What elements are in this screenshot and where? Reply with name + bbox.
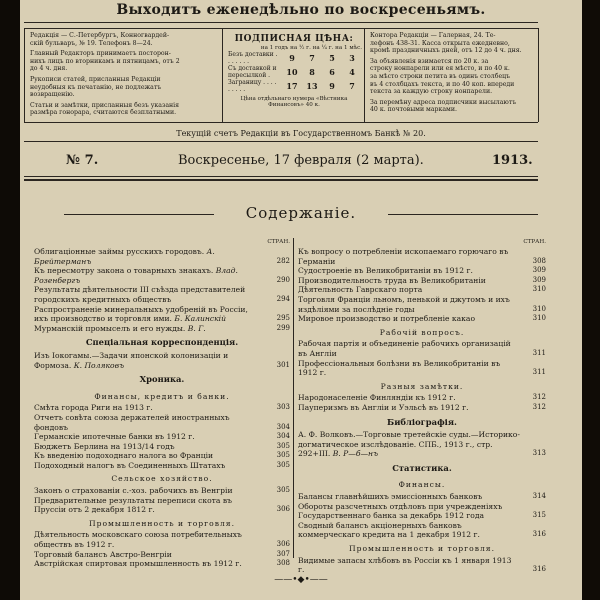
toc-entry-page: 305 xyxy=(276,460,290,469)
toc-entry-text: Предварительные результаты переписи скота въ Пруссіи отъ 2 декабря 1812 г. xyxy=(34,495,232,515)
toc-entry xyxy=(34,247,290,266)
toc-entry-page: 310 xyxy=(532,304,546,313)
toc-entry-text: Къ введенію подоходнаго налога во Франціи xyxy=(34,451,214,461)
toc-entry-page: 311 xyxy=(532,368,546,377)
page-label: СТРАН. xyxy=(523,239,546,245)
toc-entry-text: Законъ о страхованіи с.-хоз. рабочихъ въ Венгріи xyxy=(34,486,233,496)
info-line: возвращенію. xyxy=(30,91,75,99)
price-row xyxy=(226,65,362,79)
toc-entry-text: Рабочая партія и объединеніе рабочихъ организацій въ Англіи xyxy=(298,339,511,358)
section-statistics: Статистика. xyxy=(392,462,452,473)
toc-entry-page: 307 xyxy=(276,549,290,558)
section-bibliography: Библіографія. xyxy=(387,416,457,427)
toc-entry-text: Народонаселеніе Финляндіи къ 1912 г. xyxy=(298,393,456,403)
toc-entry xyxy=(34,432,290,442)
toc-entry xyxy=(298,339,546,358)
toc-entry-page: 308 xyxy=(276,559,290,568)
toc-entry-page: 316 xyxy=(532,565,546,574)
price-row xyxy=(226,79,362,93)
toc-entry-text: Къ пересмотру закона о товарныхъ знакахъ. xyxy=(34,266,214,276)
info-line: нихъ лицъ по вторникамъ и пятницамъ, отъ 2 xyxy=(30,57,180,65)
toc-entry-page: 295 xyxy=(276,314,290,323)
info-line: текста за каждую строку нонпарели. xyxy=(370,88,493,96)
frequency-header: Выходитъ еженедѣльно по воскресеньямъ. xyxy=(116,2,486,18)
binding-spine xyxy=(0,0,20,600)
toc-entry-page: 311 xyxy=(532,348,546,357)
info-line: Главный Редакторъ принимаетъ посторон- xyxy=(30,50,171,58)
toc-entry xyxy=(34,451,290,461)
toc-entry-text: Видимые запасы хлѣбовъ въ Россіи къ 1 января 1913 г. xyxy=(298,555,512,575)
toc-entry-text: Пауперизмъ въ Англіи и Уэльсѣ въ 1912 г. xyxy=(298,402,469,412)
single-issue-price: Цѣна отдѣльнаго нумера «Вѣстника Финансовъ» 40 к. xyxy=(240,96,348,108)
toc-entry-text: Отчетъ совѣта союза держателей иностранныхъ фондовъ xyxy=(34,412,230,432)
account-rule xyxy=(24,141,538,142)
toc-entry xyxy=(298,502,546,521)
price-value: 7 xyxy=(349,81,355,91)
toc-entry-page: 315 xyxy=(532,511,546,520)
info-line: кромѣ праздничныхъ дней, отъ 12 до 4 ч. дня. xyxy=(370,47,522,55)
toc-entry xyxy=(34,559,290,569)
toc-entry-text: Изъ Іокогамы.—Задачи японской колонизаціи и Формоза. xyxy=(34,350,229,370)
info-line: строку нонпарели или ея мѣсто, и по 40 к. xyxy=(370,65,510,73)
toc-entry-page: 301 xyxy=(276,360,290,369)
toc-entry xyxy=(298,276,546,286)
toc-entry xyxy=(298,359,546,378)
price-row xyxy=(226,51,362,65)
toc-entry-page: 316 xyxy=(532,530,546,539)
info-line: размѣра гонорара, считаются безплатными. xyxy=(30,109,177,117)
subsection-stat-industry: Промышленность и торговля. xyxy=(348,544,496,554)
issue-rule-2 xyxy=(24,179,538,181)
toc-entry xyxy=(34,285,290,304)
toc-entry-page: 299 xyxy=(276,323,290,332)
toc-entry-page: 305 xyxy=(276,451,290,460)
box-divider-1 xyxy=(222,28,223,122)
price-value: 3 xyxy=(349,53,355,63)
toc-entry-text: Подоходный налогъ въ Соединенныхъ Штатахъ xyxy=(34,460,226,470)
toc-entry-text: Бюджетъ Берлина на 1913/14 годъ xyxy=(34,441,175,451)
price-value: 10 xyxy=(286,67,298,77)
box-bottom-rule xyxy=(24,122,538,123)
info-line: неудобныя къ печатанію, не подлежатъ xyxy=(30,83,162,91)
price-value: 5 xyxy=(329,53,335,63)
toc-entry-author: В. Р—б—нъ xyxy=(332,449,379,459)
toc-entry-text: Мировое производство и потребленіе какао xyxy=(298,314,476,324)
toc-entry-text: Профессіональныя болѣзни въ Великобританіи въ 1912 г. xyxy=(298,358,501,378)
toc-entry xyxy=(298,430,546,459)
info-line: За объявленія взимается по 20 к. за xyxy=(370,57,489,65)
price-value: 9 xyxy=(289,53,295,63)
toc-entry-page: 304 xyxy=(276,432,290,441)
toc-entry-text: Къ вопросу о потребленіи ископаемаго горючаго въ Германіи xyxy=(298,247,509,266)
toc-entry xyxy=(34,413,290,432)
toc-entry-author: Б. Калинскій xyxy=(174,314,227,324)
editorial-info xyxy=(30,32,218,117)
section-chronicle: Хроника. xyxy=(139,374,185,385)
subsection-industry: Промышленность и торговля. xyxy=(88,518,236,528)
toc-entry xyxy=(34,442,290,452)
section-special: Спеціальная корреспонденція. xyxy=(85,337,239,348)
toc-entry-page: 308 xyxy=(532,256,546,265)
toc-entry xyxy=(34,496,290,515)
toc-entry xyxy=(34,486,290,496)
toc-entry xyxy=(298,314,546,324)
price-row-label: Безъ доставки . . . . . . . xyxy=(228,51,278,65)
toc-entry-text: Германскіе ипотечные банки въ 1912 г. xyxy=(34,432,195,442)
toc-entry xyxy=(34,266,290,285)
toc-entry-text: А. Ф. Волковъ.—Торговые третейскіе суды.—Историко-догматическое изслѣдованіе. СПБ., 1913 г., стр. 292+III. xyxy=(298,430,520,459)
toc-entry-text: Облигаціонные займы русскихъ городовъ. xyxy=(34,247,205,256)
toc-left-column xyxy=(34,238,290,569)
toc-entry-page: 310 xyxy=(532,314,546,323)
toc-entry-text: Торговля Франціи льномъ, пенькой и джутомъ и ихъ издѣліями за послѣдніе годы xyxy=(298,294,510,314)
subsection-labor: Рабочій вопросъ. xyxy=(379,327,465,337)
toc-entry-page: 294 xyxy=(276,294,290,303)
price-value: 8 xyxy=(309,67,315,77)
toc-entry-page: 306 xyxy=(276,540,290,549)
toc-entry-text: Сводный балансъ акціонерныхъ банковъ коммерческаго кредита на 1 декабря 1912 г. xyxy=(298,520,480,540)
page-edge xyxy=(582,0,600,600)
info-line: за мѣсто строки петита въ одинъ столбецъ xyxy=(370,72,511,80)
price-value: 13 xyxy=(306,81,318,91)
info-line: лефонъ 438-31. Касса открыта ежедневно, xyxy=(370,39,510,47)
price-row-label: Съ доставкой и пересылкой . xyxy=(228,65,277,79)
issue-number: № 7. xyxy=(66,153,99,168)
info-line: Контора Редакціи — Галерная, 24. Те- xyxy=(370,32,496,39)
toc-entry-page: 306 xyxy=(276,505,290,514)
toc-column-divider xyxy=(293,238,294,558)
toc-entry xyxy=(298,295,546,314)
toc-entry xyxy=(298,266,546,276)
toc-entry xyxy=(34,324,290,334)
box-top-rule xyxy=(24,28,538,29)
toc-entry-text: Австрійская спиртовая промышленность въ 1912 г. xyxy=(34,559,242,569)
toc-entry-text: Торговый балансъ Австро-Венгріи xyxy=(34,549,172,559)
toc-entry-page: 305 xyxy=(276,441,290,450)
info-line: Статьи и замѣтки, присланныя безъ указанія xyxy=(30,101,180,109)
box-right-rule xyxy=(538,28,539,122)
info-line: За перемѣну адреса подписчики высылаютъ xyxy=(370,98,517,106)
toc-entry-author: Влад. Розенбергъ xyxy=(34,266,238,285)
toc-entry-page: 310 xyxy=(532,285,546,294)
price-row-label: Заграницу . . . . . . . . . xyxy=(228,79,277,93)
info-line: 40 к. почтовыми марками. xyxy=(370,106,457,114)
toc-entry-text: Распространеніе минеральныхъ удобреній въ Россіи, ихъ производство и торговля ими. xyxy=(34,304,248,324)
price-value: 7 xyxy=(309,53,315,63)
subsection-misc: Разныя замѣтки. xyxy=(380,381,464,391)
toc-entry-page: 282 xyxy=(276,256,290,265)
info-line: Редакція — С.-Петербургъ, Конногвардей- xyxy=(30,32,170,39)
issue-rule-1 xyxy=(24,176,538,177)
toc-entry xyxy=(34,461,290,471)
toc-entry xyxy=(298,393,546,403)
office-info xyxy=(370,32,534,114)
footer-ornament: ——•◆•—— xyxy=(274,575,328,585)
toc-entry-author: В. Г. xyxy=(187,323,206,333)
toc-entry xyxy=(298,285,546,295)
info-line: скій бульваръ, № 19. Телефонъ 8—24. xyxy=(30,39,153,47)
toc-entry-text: Дѣятельность московскаго союза потребительныхъ обществъ въ 1912 г. xyxy=(34,530,242,550)
toc-entry-text: Судостроеніе въ Великобританіи въ 1912 г. xyxy=(298,266,473,276)
toc-entry-page: 309 xyxy=(532,275,546,284)
header-rule xyxy=(24,22,538,23)
info-line: до 4 ч. дня. xyxy=(30,65,68,73)
toc-entry xyxy=(34,403,290,413)
prices-column-header: на 1 годъ на ½ г. на ¼ г. на 1 мѣс. xyxy=(260,45,362,51)
subsection-stat-finance: Финансы. xyxy=(398,480,446,490)
toc-entry-page: 305 xyxy=(276,486,290,495)
prices-title: ПОДПИСНАЯ ЦѢНА: xyxy=(234,34,354,44)
toc-entry-page: 290 xyxy=(276,275,290,284)
price-value: 9 xyxy=(329,81,335,91)
toc-entry-text: Смѣта города Риги на 1913 г. xyxy=(34,403,153,413)
bank-account-line: Текущій счетъ Редакціи въ Государственномъ Банкѣ № 20. xyxy=(176,129,426,138)
page-label: СТРАН. xyxy=(267,239,290,245)
toc-entry xyxy=(298,247,546,266)
price-value: 17 xyxy=(286,81,298,91)
issue-year: 1913. xyxy=(492,153,533,168)
toc-entry-text: Мурманскій промыселъ и его нужды. xyxy=(34,323,186,333)
subsection-agriculture: Сельское хозяйство. xyxy=(111,474,213,484)
toc-right-column xyxy=(298,238,546,575)
toc-entry-text: Производительность труда въ Великобританіи xyxy=(298,275,486,285)
info-line: въ 4 столбцахъ текста, и по 40 коп. впереди xyxy=(370,80,515,88)
toc-entry xyxy=(34,550,290,560)
toc-entry-page: 313 xyxy=(532,449,546,458)
toc-entry xyxy=(34,351,290,370)
box-left-rule xyxy=(24,28,25,122)
toc-entry-author: К. Поляковъ xyxy=(73,360,125,370)
toc-entry-text: Обороты разсчетныхъ отдѣловъ при учрежденіяхъ Государственнаго банка за декабрь 1912 года xyxy=(298,501,503,521)
toc-entry-page: 309 xyxy=(532,266,546,275)
subsection-finance: Финансы, кредитъ и банки. xyxy=(94,391,230,401)
toc-entry-page: 303 xyxy=(276,403,290,412)
toc-entry-page: 312 xyxy=(532,402,546,411)
info-line: Рукописи статей, присланныя Редакціи xyxy=(30,75,161,83)
toc-entry-text: Балансы главнѣйшихъ эмиссіонныхъ банковъ xyxy=(298,492,483,502)
toc-entry-text: Результаты дѣятельности III съѣзда представителей городскихъ кредитныхъ обществъ xyxy=(34,285,246,304)
box-divider-2 xyxy=(364,28,365,122)
toc-entry xyxy=(298,521,546,540)
journal-page xyxy=(20,0,582,600)
price-value: 6 xyxy=(329,67,335,77)
toc-entry-page: 314 xyxy=(532,492,546,501)
toc-entry-page: 312 xyxy=(532,393,546,402)
price-value: 4 xyxy=(349,67,355,77)
toc-entry xyxy=(34,530,290,549)
toc-entry xyxy=(298,492,546,502)
toc-entry xyxy=(298,403,546,413)
toc-title: Содержаніе. xyxy=(245,204,357,222)
subscription-prices xyxy=(226,34,362,108)
toc-entry-text: Дѣятельность Гаврскаго порта xyxy=(298,285,423,295)
price-table xyxy=(226,51,362,93)
toc-entry-page: 304 xyxy=(276,422,290,431)
issue-date: Воскресенье, 17 февраля (2 марта). xyxy=(178,153,424,168)
toc-entry-author: А. Брейтерманъ xyxy=(34,247,215,266)
toc-entry xyxy=(34,305,290,324)
toc-entry xyxy=(298,556,546,575)
